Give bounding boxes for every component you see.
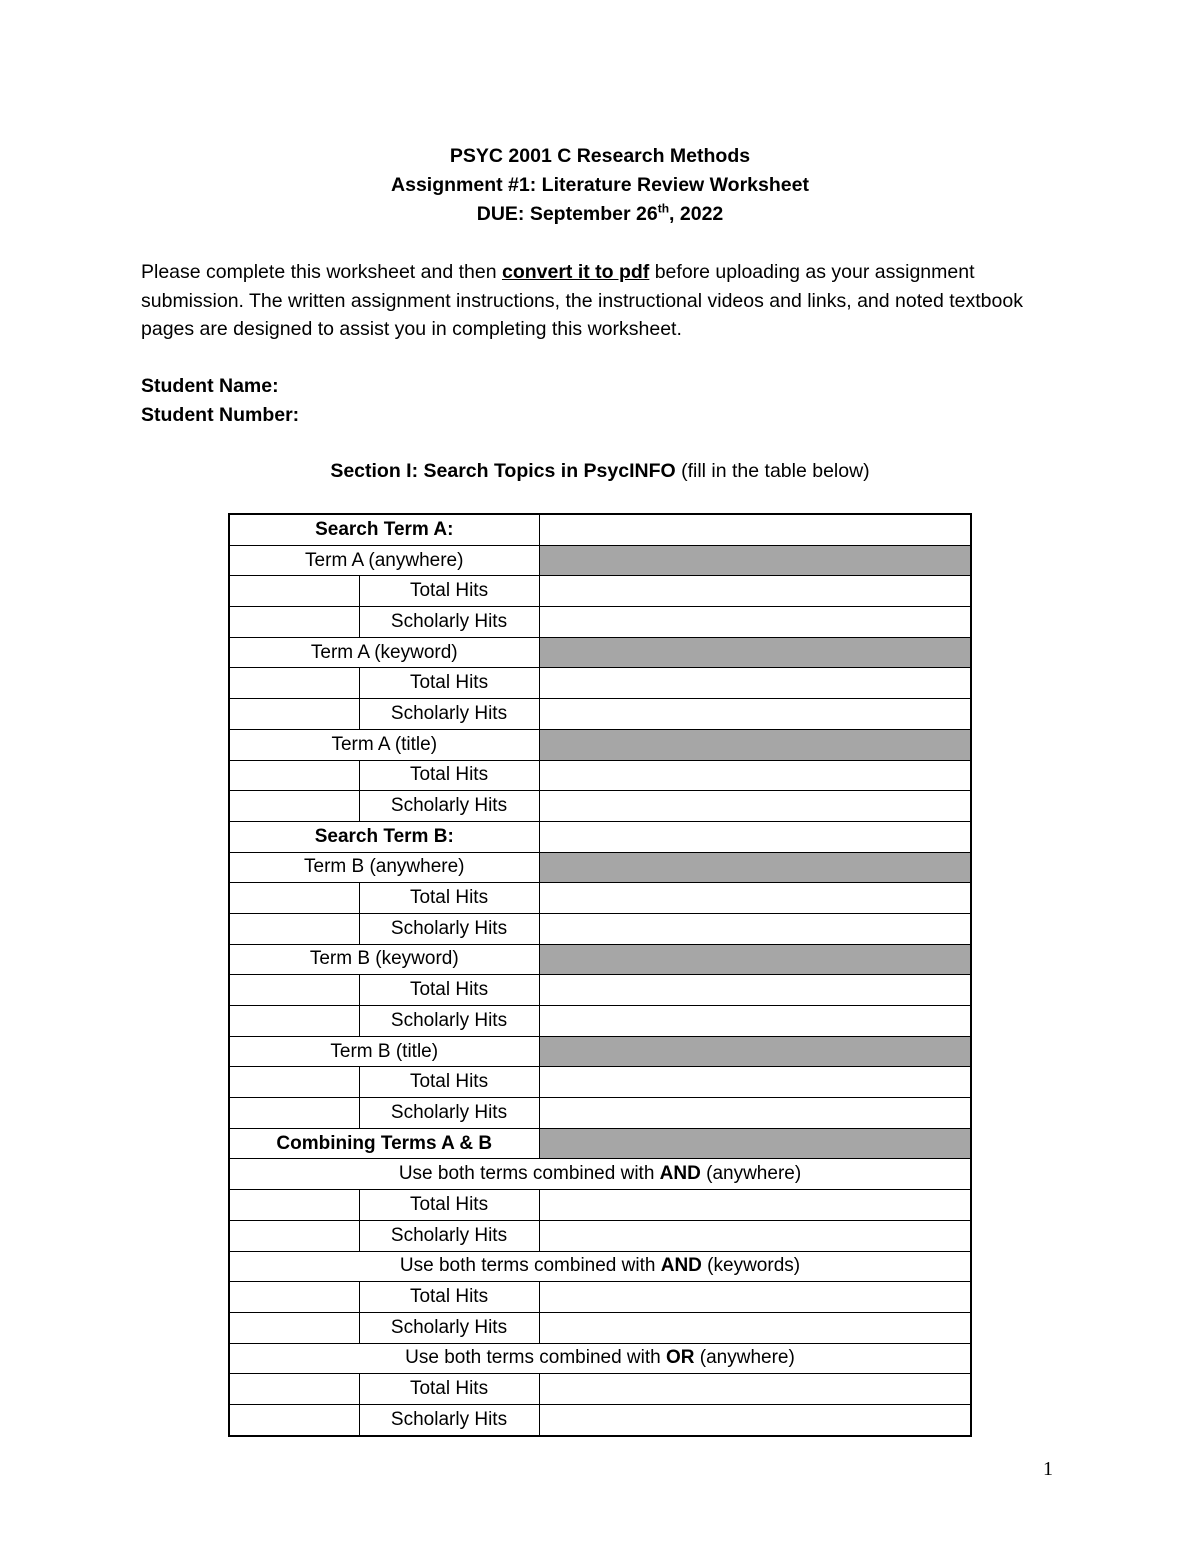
sub-label: Scholarly Hits <box>359 791 539 822</box>
table-row <box>229 1282 971 1313</box>
page-number: 1 <box>1043 1458 1053 1480</box>
table-row <box>229 729 971 760</box>
sub-label: Scholarly Hits <box>359 1312 539 1343</box>
student-info <box>141 372 299 429</box>
indent-cell <box>229 791 359 822</box>
table-row <box>229 607 971 638</box>
shaded-cell <box>539 729 971 760</box>
indent-cell <box>229 668 359 699</box>
shaded-cell <box>539 944 971 975</box>
shaded-cell <box>539 852 971 883</box>
sub-label: Scholarly Hits <box>359 1220 539 1251</box>
indent-cell <box>229 1098 359 1129</box>
answer-cell[interactable] <box>539 1312 971 1343</box>
answer-cell[interactable] <box>539 975 971 1006</box>
indent-cell <box>229 1374 359 1405</box>
answer-cell[interactable] <box>539 1404 971 1435</box>
indent-cell <box>229 1404 359 1435</box>
table-row <box>229 1159 971 1190</box>
indent-cell <box>229 699 359 730</box>
table-row <box>229 545 971 576</box>
convert-to-pdf-link[interactable]: convert it to pdf <box>501 261 650 283</box>
table-row <box>229 821 971 852</box>
sub-label: Scholarly Hits <box>359 1098 539 1129</box>
answer-cell[interactable] <box>539 699 971 730</box>
row-label: Term B (title) <box>229 1036 539 1067</box>
table-row <box>229 1190 971 1221</box>
document-header <box>0 142 1200 229</box>
answer-cell[interactable] <box>539 1282 971 1313</box>
sub-label: Total Hits <box>359 668 539 699</box>
combined-search-heading: Use both terms combined with OR (anywhere) <box>229 1343 971 1374</box>
course-title: PSYC 2001 C Research Methods <box>449 145 751 167</box>
indent-cell <box>229 883 359 914</box>
shaded-cell <box>539 637 971 668</box>
row-label: Term B (anywhere) <box>229 852 539 883</box>
row-label: Term A (keyword) <box>229 637 539 668</box>
table-row <box>229 760 971 791</box>
table-row <box>229 975 971 1006</box>
boolean-operator: OR <box>666 1347 695 1369</box>
table-row <box>229 883 971 914</box>
row-label: Term A (title) <box>229 729 539 760</box>
table-row <box>229 668 971 699</box>
answer-cell[interactable] <box>539 913 971 944</box>
row-label: Search Term A: <box>229 514 539 545</box>
search-topics-table <box>228 513 972 1437</box>
due-date: DUE: September 26th, 2022 <box>476 201 724 225</box>
shaded-cell <box>539 1128 971 1159</box>
indent-cell <box>229 1312 359 1343</box>
shaded-cell <box>539 545 971 576</box>
shaded-cell <box>539 1036 971 1067</box>
section-title: Section I: Search Topics in PsycINFO (fill in the table below) <box>330 460 870 482</box>
table-row <box>229 1128 971 1159</box>
row-label: Term B (keyword) <box>229 944 539 975</box>
table-row <box>229 699 971 730</box>
row-label: Term A (anywhere) <box>229 545 539 576</box>
sub-label: Total Hits <box>359 1190 539 1221</box>
answer-cell[interactable] <box>539 1190 971 1221</box>
indent-cell <box>229 576 359 607</box>
table-row <box>229 637 971 668</box>
answer-cell[interactable] <box>539 668 971 699</box>
answer-cell[interactable] <box>539 576 971 607</box>
instructions-paragraph: Please complete this worksheet and then convert it to pdf before uploading as your assignment submission. The written assignment instructions, the instructional videos and links, and noted textbook pages are designed to assist you in completing this worksheet. <box>141 261 1023 341</box>
indent-cell <box>229 1282 359 1313</box>
table-row <box>229 944 971 975</box>
answer-cell[interactable] <box>539 1220 971 1251</box>
table-row <box>229 1374 971 1405</box>
table-row <box>229 514 971 545</box>
table-row <box>229 913 971 944</box>
answer-cell[interactable] <box>539 760 971 791</box>
table-row <box>229 1006 971 1037</box>
sub-label: Total Hits <box>359 1067 539 1098</box>
sub-label: Total Hits <box>359 1374 539 1405</box>
sub-label: Scholarly Hits <box>359 1404 539 1435</box>
table-row <box>229 1404 971 1435</box>
answer-cell[interactable] <box>539 791 971 822</box>
indent-cell <box>229 760 359 791</box>
table-row <box>229 1067 971 1098</box>
table-row <box>229 791 971 822</box>
indent-cell <box>229 1067 359 1098</box>
assignment-title: Assignment #1: Literature Review Worksheet <box>391 174 809 196</box>
answer-cell[interactable] <box>539 1006 971 1037</box>
sub-label: Total Hits <box>359 1282 539 1313</box>
indent-cell <box>229 913 359 944</box>
answer-cell[interactable] <box>539 1098 971 1129</box>
student-name-label: Student Name: <box>141 375 279 397</box>
combined-search-heading: Use both terms combined with AND (anywhere) <box>229 1159 971 1190</box>
sub-label: Total Hits <box>359 883 539 914</box>
answer-cell[interactable] <box>539 1067 971 1098</box>
table-row <box>229 1251 971 1282</box>
indent-cell <box>229 975 359 1006</box>
boolean-operator: AND <box>659 1163 701 1185</box>
sub-label: Scholarly Hits <box>359 913 539 944</box>
sub-label: Total Hits <box>359 760 539 791</box>
table-row <box>229 1036 971 1067</box>
table-row <box>229 852 971 883</box>
table-row <box>229 576 971 607</box>
sub-label: Scholarly Hits <box>359 699 539 730</box>
table-row <box>229 1343 971 1374</box>
table-row <box>229 1312 971 1343</box>
indent-cell <box>229 607 359 638</box>
indent-cell <box>229 1220 359 1251</box>
row-label: Search Term B: <box>229 821 539 852</box>
sub-label: Scholarly Hits <box>359 607 539 638</box>
answer-cell[interactable] <box>539 514 971 545</box>
answer-cell[interactable] <box>539 1374 971 1405</box>
sub-label: Total Hits <box>359 576 539 607</box>
answer-cell[interactable] <box>539 607 971 638</box>
boolean-operator: AND <box>660 1255 702 1277</box>
table-row <box>229 1220 971 1251</box>
student-number-label: Student Number: <box>141 403 300 426</box>
combined-search-heading: Use both terms combined with AND (keywords) <box>229 1251 971 1282</box>
indent-cell <box>229 1006 359 1037</box>
sub-label: Scholarly Hits <box>359 1006 539 1037</box>
table-row <box>229 1098 971 1129</box>
indent-cell <box>229 1190 359 1221</box>
row-label: Combining Terms A & B <box>229 1128 539 1159</box>
answer-cell[interactable] <box>539 883 971 914</box>
sub-label: Total Hits <box>359 975 539 1006</box>
answer-cell[interactable] <box>539 821 971 852</box>
